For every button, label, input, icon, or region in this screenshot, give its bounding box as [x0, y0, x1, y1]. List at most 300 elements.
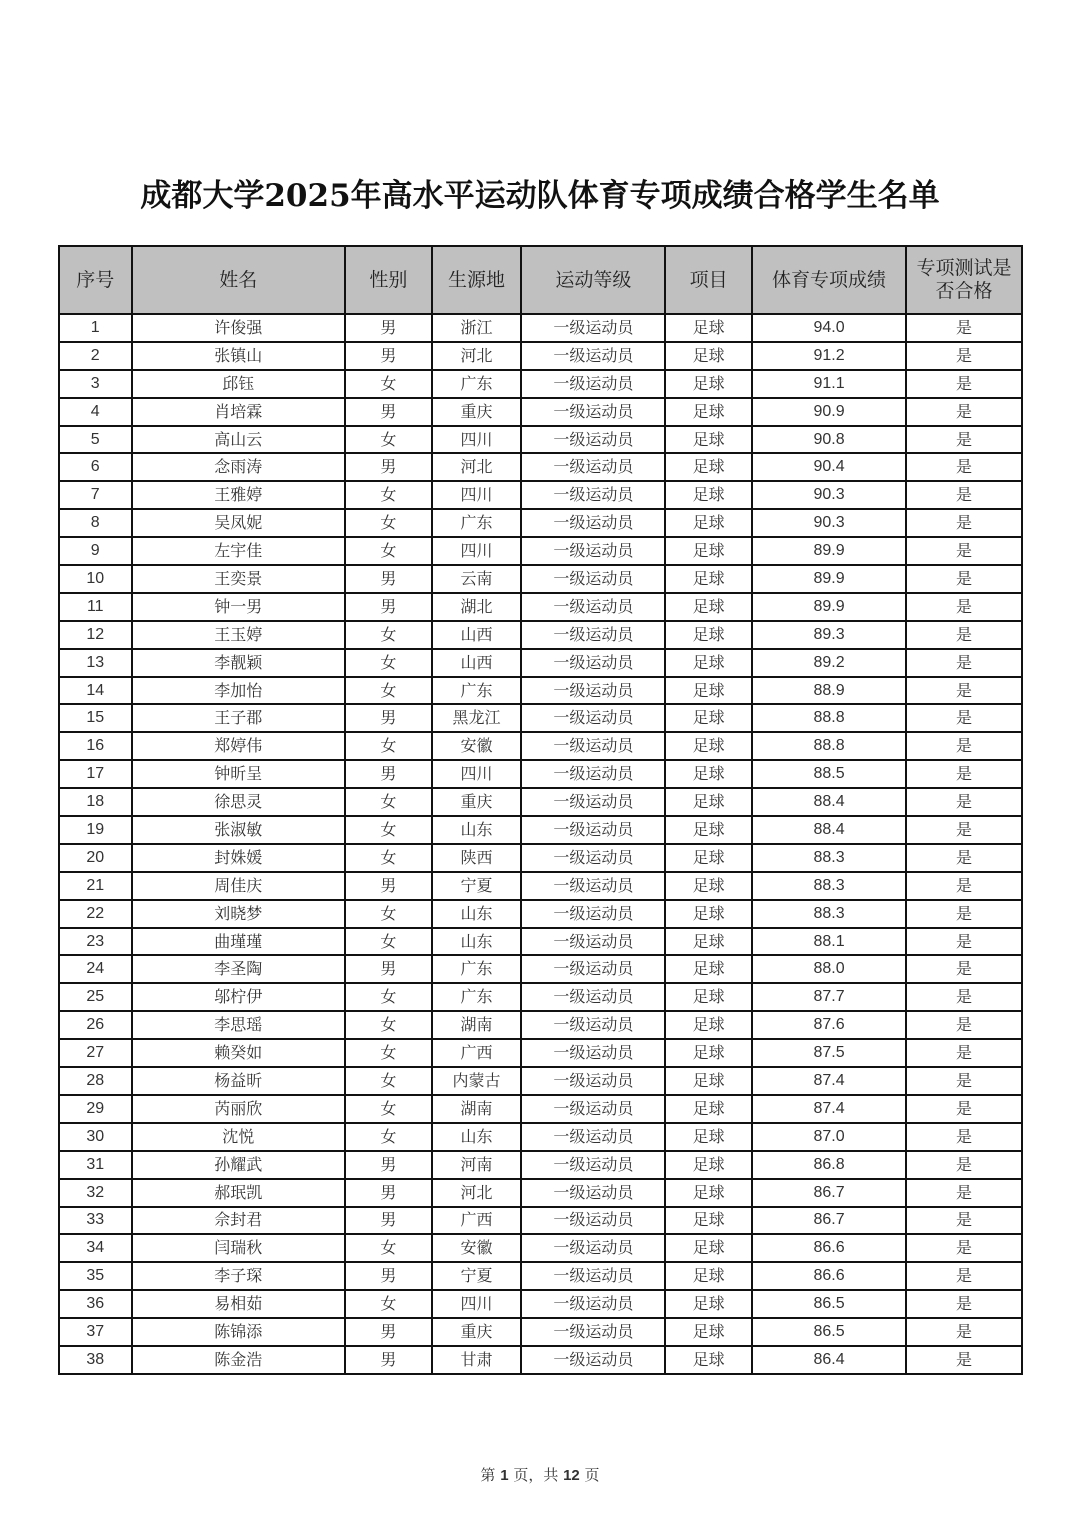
- table-row: [59, 928, 1022, 956]
- cell-name: 徐思灵: [132, 788, 346, 816]
- cell-serial: 11: [59, 593, 132, 621]
- cell-serial: 8: [59, 509, 132, 537]
- cell-sport: 足球: [665, 621, 752, 649]
- cell-score: 90.3: [752, 481, 906, 509]
- cell-qualified: 是: [906, 621, 1022, 649]
- cell-origin: 四川: [432, 760, 522, 788]
- cell-sport: 足球: [665, 816, 752, 844]
- cell-gender: 男: [345, 872, 432, 900]
- cell-sport: 足球: [665, 704, 752, 732]
- cell-sport: 足球: [665, 537, 752, 565]
- cell-sport: 足球: [665, 677, 752, 705]
- cell-name: 李靓颖: [132, 649, 346, 677]
- cell-sport: 足球: [665, 314, 752, 342]
- cell-gender: 女: [345, 481, 432, 509]
- cell-gender: 男: [345, 565, 432, 593]
- cell-athlete-level: 一级运动员: [521, 955, 665, 983]
- cell-score: 86.5: [752, 1290, 906, 1318]
- table-row: [59, 1207, 1022, 1235]
- cell-score: 88.3: [752, 844, 906, 872]
- cell-name: 邱钰: [132, 370, 346, 398]
- cell-sport: 足球: [665, 481, 752, 509]
- cell-qualified: 是: [906, 1151, 1022, 1179]
- table-row: [59, 426, 1022, 454]
- cell-sport: 足球: [665, 1262, 752, 1290]
- cell-serial: 32: [59, 1179, 132, 1207]
- cell-origin: 安徽: [432, 1234, 522, 1262]
- cell-serial: 15: [59, 704, 132, 732]
- cell-sport: 足球: [665, 1039, 752, 1067]
- cell-gender: 男: [345, 593, 432, 621]
- cell-qualified: 是: [906, 370, 1022, 398]
- cell-name: 李子琛: [132, 1262, 346, 1290]
- cell-serial: 7: [59, 481, 132, 509]
- cell-name: 邬柠伊: [132, 983, 346, 1011]
- cell-score: 88.0: [752, 955, 906, 983]
- cell-athlete-level: 一级运动员: [521, 816, 665, 844]
- table-row: [59, 704, 1022, 732]
- cell-serial: 5: [59, 426, 132, 454]
- cell-origin: 重庆: [432, 788, 522, 816]
- total-pages-number: 12: [563, 1467, 580, 1484]
- table-row: [59, 900, 1022, 928]
- cell-sport: 足球: [665, 1067, 752, 1095]
- cell-name: 闫瑞秋: [132, 1234, 346, 1262]
- table-row: [59, 1234, 1022, 1262]
- cell-athlete-level: 一级运动员: [521, 398, 665, 426]
- cell-sport: 足球: [665, 1179, 752, 1207]
- cell-score: 88.3: [752, 872, 906, 900]
- cell-origin: 河北: [432, 453, 522, 481]
- cell-score: 88.9: [752, 677, 906, 705]
- cell-athlete-level: 一级运动员: [521, 1290, 665, 1318]
- cell-qualified: 是: [906, 732, 1022, 760]
- cell-qualified: 是: [906, 509, 1022, 537]
- cell-serial: 28: [59, 1067, 132, 1095]
- cell-athlete-level: 一级运动员: [521, 1151, 665, 1179]
- table-row: [59, 955, 1022, 983]
- cell-serial: 6: [59, 453, 132, 481]
- cell-origin: 广西: [432, 1039, 522, 1067]
- cell-score: 88.8: [752, 704, 906, 732]
- cell-name: 周佳庆: [132, 872, 346, 900]
- cell-gender: 女: [345, 1290, 432, 1318]
- current-page-number: 1: [500, 1467, 509, 1484]
- cell-origin: 甘肃: [432, 1346, 522, 1374]
- cell-name: 高山云: [132, 426, 346, 454]
- cell-athlete-level: 一级运动员: [521, 844, 665, 872]
- cell-qualified: 是: [906, 1067, 1022, 1095]
- cell-score: 86.5: [752, 1318, 906, 1346]
- cell-athlete-level: 一级运动员: [521, 509, 665, 537]
- table-row: [59, 872, 1022, 900]
- cell-athlete-level: 一级运动员: [521, 593, 665, 621]
- cell-gender: 女: [345, 649, 432, 677]
- cell-name: 陈金浩: [132, 1346, 346, 1374]
- cell-origin: 云南: [432, 565, 522, 593]
- cell-score: 89.2: [752, 649, 906, 677]
- cell-qualified: 是: [906, 565, 1022, 593]
- cell-gender: 男: [345, 398, 432, 426]
- cell-athlete-level: 一级运动员: [521, 677, 665, 705]
- cell-serial: 9: [59, 537, 132, 565]
- table-row: [59, 788, 1022, 816]
- cell-serial: 16: [59, 732, 132, 760]
- cell-score: 88.3: [752, 900, 906, 928]
- table-row: [59, 481, 1022, 509]
- cell-qualified: 是: [906, 677, 1022, 705]
- cell-serial: 24: [59, 955, 132, 983]
- cell-name: 封姝媛: [132, 844, 346, 872]
- cell-name: 张淑敏: [132, 816, 346, 844]
- cell-qualified: 是: [906, 788, 1022, 816]
- cell-qualified: 是: [906, 426, 1022, 454]
- header-gender: 性别: [345, 246, 432, 314]
- cell-serial: 4: [59, 398, 132, 426]
- cell-name: 王雅婷: [132, 481, 346, 509]
- cell-origin: 湖南: [432, 1011, 522, 1039]
- cell-athlete-level: 一级运动员: [521, 704, 665, 732]
- cell-score: 89.9: [752, 537, 906, 565]
- table-row: [59, 314, 1022, 342]
- cell-athlete-level: 一级运动员: [521, 1346, 665, 1374]
- table-row: [59, 537, 1022, 565]
- cell-score: 90.4: [752, 453, 906, 481]
- cell-sport: 足球: [665, 1346, 752, 1374]
- table-row: [59, 370, 1022, 398]
- cell-gender: 男: [345, 1207, 432, 1235]
- cell-sport: 足球: [665, 398, 752, 426]
- cell-sport: 足球: [665, 426, 752, 454]
- cell-sport: 足球: [665, 732, 752, 760]
- table-row: [59, 983, 1022, 1011]
- cell-qualified: 是: [906, 1318, 1022, 1346]
- header-name: 姓名: [132, 246, 346, 314]
- cell-serial: 1: [59, 314, 132, 342]
- cell-qualified: 是: [906, 760, 1022, 788]
- cell-sport: 足球: [665, 760, 752, 788]
- cell-name: 张镇山: [132, 342, 346, 370]
- cell-origin: 河北: [432, 342, 522, 370]
- cell-serial: 14: [59, 677, 132, 705]
- cell-sport: 足球: [665, 509, 752, 537]
- cell-gender: 女: [345, 788, 432, 816]
- cell-sport: 足球: [665, 649, 752, 677]
- cell-origin: 安徽: [432, 732, 522, 760]
- cell-qualified: 是: [906, 1011, 1022, 1039]
- cell-score: 94.0: [752, 314, 906, 342]
- cell-score: 86.6: [752, 1262, 906, 1290]
- cell-gender: 女: [345, 1095, 432, 1123]
- cell-sport: 足球: [665, 1095, 752, 1123]
- table-row: [59, 593, 1022, 621]
- cell-athlete-level: 一级运动员: [521, 1207, 665, 1235]
- table-row: [59, 453, 1022, 481]
- cell-qualified: 是: [906, 1207, 1022, 1235]
- cell-gender: 女: [345, 983, 432, 1011]
- cell-gender: 女: [345, 426, 432, 454]
- header-sport: 项目: [665, 246, 752, 314]
- footer-suffix: 页: [579, 1466, 600, 1484]
- cell-gender: 女: [345, 370, 432, 398]
- table-row: [59, 1262, 1022, 1290]
- cell-serial: 13: [59, 649, 132, 677]
- table-row: [59, 844, 1022, 872]
- cell-athlete-level: 一级运动员: [521, 983, 665, 1011]
- cell-qualified: 是: [906, 955, 1022, 983]
- cell-athlete-level: 一级运动员: [521, 760, 665, 788]
- cell-athlete-level: 一级运动员: [521, 370, 665, 398]
- cell-score: 91.2: [752, 342, 906, 370]
- cell-name: 郝珉凯: [132, 1179, 346, 1207]
- cell-sport: 足球: [665, 1207, 752, 1235]
- cell-score: 86.7: [752, 1179, 906, 1207]
- cell-qualified: 是: [906, 1290, 1022, 1318]
- cell-serial: 34: [59, 1234, 132, 1262]
- cell-name: 许俊强: [132, 314, 346, 342]
- table-row: [59, 398, 1022, 426]
- cell-origin: 河南: [432, 1151, 522, 1179]
- cell-score: 90.3: [752, 509, 906, 537]
- cell-gender: 女: [345, 928, 432, 956]
- cell-athlete-level: 一级运动员: [521, 1262, 665, 1290]
- cell-name: 曲瑾瑾: [132, 928, 346, 956]
- cell-sport: 足球: [665, 342, 752, 370]
- cell-serial: 3: [59, 370, 132, 398]
- cell-sport: 足球: [665, 955, 752, 983]
- cell-sport: 足球: [665, 565, 752, 593]
- cell-origin: 广东: [432, 370, 522, 398]
- cell-origin: 陕西: [432, 844, 522, 872]
- cell-name: 沈悦: [132, 1123, 346, 1151]
- cell-score: 87.4: [752, 1095, 906, 1123]
- cell-name: 赖癸如: [132, 1039, 346, 1067]
- cell-sport: 足球: [665, 1011, 752, 1039]
- header-score: 体育专项成绩: [752, 246, 906, 314]
- cell-athlete-level: 一级运动员: [521, 872, 665, 900]
- cell-origin: 重庆: [432, 398, 522, 426]
- cell-serial: 19: [59, 816, 132, 844]
- cell-athlete-level: 一级运动员: [521, 426, 665, 454]
- cell-athlete-level: 一级运动员: [521, 788, 665, 816]
- cell-gender: 男: [345, 342, 432, 370]
- cell-name: 易相茹: [132, 1290, 346, 1318]
- cell-athlete-level: 一级运动员: [521, 537, 665, 565]
- cell-origin: 山东: [432, 1123, 522, 1151]
- header-origin: 生源地: [432, 246, 522, 314]
- cell-sport: 足球: [665, 900, 752, 928]
- cell-qualified: 是: [906, 1123, 1022, 1151]
- cell-athlete-level: 一级运动员: [521, 649, 665, 677]
- cell-score: 86.6: [752, 1234, 906, 1262]
- cell-serial: 25: [59, 983, 132, 1011]
- cell-qualified: 是: [906, 314, 1022, 342]
- cell-sport: 足球: [665, 1123, 752, 1151]
- cell-origin: 广东: [432, 983, 522, 1011]
- cell-qualified: 是: [906, 872, 1022, 900]
- cell-serial: 26: [59, 1011, 132, 1039]
- cell-gender: 女: [345, 816, 432, 844]
- cell-athlete-level: 一级运动员: [521, 1234, 665, 1262]
- table-row: [59, 621, 1022, 649]
- cell-name: 佘封君: [132, 1207, 346, 1235]
- cell-name: 吴凤妮: [132, 509, 346, 537]
- cell-athlete-level: 一级运动员: [521, 481, 665, 509]
- cell-score: 87.5: [752, 1039, 906, 1067]
- cell-serial: 21: [59, 872, 132, 900]
- cell-score: 88.8: [752, 732, 906, 760]
- cell-serial: 12: [59, 621, 132, 649]
- header-serial: 序号: [59, 246, 132, 314]
- table-row: [59, 816, 1022, 844]
- cell-qualified: 是: [906, 983, 1022, 1011]
- header-qualified: 专项测试是否合格: [906, 246, 1022, 314]
- cell-name: 左宇佳: [132, 537, 346, 565]
- cell-score: 86.8: [752, 1151, 906, 1179]
- cell-qualified: 是: [906, 816, 1022, 844]
- table-row: [59, 342, 1022, 370]
- cell-origin: 山东: [432, 900, 522, 928]
- table-row: [59, 649, 1022, 677]
- cell-origin: 四川: [432, 481, 522, 509]
- cell-serial: 31: [59, 1151, 132, 1179]
- cell-qualified: 是: [906, 453, 1022, 481]
- table-body: [59, 314, 1022, 1374]
- cell-serial: 20: [59, 844, 132, 872]
- cell-qualified: 是: [906, 1234, 1022, 1262]
- cell-sport: 足球: [665, 453, 752, 481]
- cell-score: 87.0: [752, 1123, 906, 1151]
- cell-sport: 足球: [665, 872, 752, 900]
- cell-serial: 17: [59, 760, 132, 788]
- cell-sport: 足球: [665, 1151, 752, 1179]
- cell-qualified: 是: [906, 900, 1022, 928]
- header-athlete-level: 运动等级: [521, 246, 665, 314]
- cell-sport: 足球: [665, 593, 752, 621]
- cell-athlete-level: 一级运动员: [521, 900, 665, 928]
- cell-name: 念雨涛: [132, 453, 346, 481]
- cell-serial: 2: [59, 342, 132, 370]
- cell-qualified: 是: [906, 844, 1022, 872]
- cell-qualified: 是: [906, 537, 1022, 565]
- cell-athlete-level: 一级运动员: [521, 314, 665, 342]
- cell-qualified: 是: [906, 1346, 1022, 1374]
- cell-gender: 女: [345, 1067, 432, 1095]
- cell-serial: 22: [59, 900, 132, 928]
- cell-gender: 男: [345, 314, 432, 342]
- cell-origin: 浙江: [432, 314, 522, 342]
- table-row: [59, 1179, 1022, 1207]
- cell-serial: 30: [59, 1123, 132, 1151]
- cell-name: 陈锦添: [132, 1318, 346, 1346]
- cell-gender: 女: [345, 844, 432, 872]
- cell-score: 88.5: [752, 760, 906, 788]
- cell-athlete-level: 一级运动员: [521, 1067, 665, 1095]
- cell-name: 芮丽欣: [132, 1095, 346, 1123]
- cell-score: 87.4: [752, 1067, 906, 1095]
- cell-qualified: 是: [906, 593, 1022, 621]
- cell-qualified: 是: [906, 398, 1022, 426]
- cell-origin: 宁夏: [432, 872, 522, 900]
- cell-gender: 女: [345, 621, 432, 649]
- cell-score: 88.4: [752, 816, 906, 844]
- cell-name: 王子郡: [132, 704, 346, 732]
- cell-serial: 33: [59, 1207, 132, 1235]
- document-title: 成都大学2025年高水平运动队体育专项成绩合格学生名单: [140, 178, 940, 214]
- cell-gender: 女: [345, 509, 432, 537]
- cell-origin: 山西: [432, 621, 522, 649]
- cell-serial: 23: [59, 928, 132, 956]
- cell-score: 90.8: [752, 426, 906, 454]
- cell-gender: 女: [345, 1123, 432, 1151]
- cell-gender: 女: [345, 1011, 432, 1039]
- cell-gender: 女: [345, 732, 432, 760]
- cell-gender: 女: [345, 900, 432, 928]
- cell-serial: 18: [59, 788, 132, 816]
- cell-score: 88.1: [752, 928, 906, 956]
- cell-name: 刘晓梦: [132, 900, 346, 928]
- cell-origin: 广西: [432, 1207, 522, 1235]
- cell-sport: 足球: [665, 928, 752, 956]
- cell-score: 90.9: [752, 398, 906, 426]
- cell-gender: 男: [345, 453, 432, 481]
- table-row: [59, 509, 1022, 537]
- cell-origin: 山东: [432, 928, 522, 956]
- table-row: [59, 677, 1022, 705]
- page-footer: [0, 1464, 1080, 1485]
- cell-gender: 女: [345, 1039, 432, 1067]
- cell-qualified: 是: [906, 1095, 1022, 1123]
- table-row: [59, 1039, 1022, 1067]
- table-row: [59, 565, 1022, 593]
- cell-origin: 内蒙古: [432, 1067, 522, 1095]
- cell-name: 郑婷伟: [132, 732, 346, 760]
- cell-origin: 四川: [432, 1290, 522, 1318]
- cell-athlete-level: 一级运动员: [521, 1179, 665, 1207]
- cell-sport: 足球: [665, 370, 752, 398]
- table-row: [59, 1346, 1022, 1374]
- cell-qualified: 是: [906, 342, 1022, 370]
- qualified-students-table: [58, 245, 1023, 1375]
- table-row: [59, 1151, 1022, 1179]
- cell-athlete-level: 一级运动员: [521, 621, 665, 649]
- cell-qualified: 是: [906, 481, 1022, 509]
- cell-qualified: 是: [906, 1039, 1022, 1067]
- cell-score: 89.9: [752, 593, 906, 621]
- cell-sport: 足球: [665, 788, 752, 816]
- cell-gender: 女: [345, 537, 432, 565]
- cell-name: 肖培霖: [132, 398, 346, 426]
- cell-serial: 29: [59, 1095, 132, 1123]
- cell-sport: 足球: [665, 1290, 752, 1318]
- footer-middle: 页，共: [508, 1466, 564, 1484]
- cell-qualified: 是: [906, 649, 1022, 677]
- cell-athlete-level: 一级运动员: [521, 342, 665, 370]
- cell-origin: 广东: [432, 677, 522, 705]
- cell-score: 89.3: [752, 621, 906, 649]
- cell-athlete-level: 一级运动员: [521, 1011, 665, 1039]
- cell-gender: 男: [345, 1262, 432, 1290]
- cell-sport: 足球: [665, 844, 752, 872]
- cell-qualified: 是: [906, 928, 1022, 956]
- cell-origin: 山西: [432, 649, 522, 677]
- cell-origin: 四川: [432, 537, 522, 565]
- cell-serial: 38: [59, 1346, 132, 1374]
- cell-serial: 36: [59, 1290, 132, 1318]
- cell-name: 杨益昕: [132, 1067, 346, 1095]
- cell-score: 86.4: [752, 1346, 906, 1374]
- cell-gender: 男: [345, 955, 432, 983]
